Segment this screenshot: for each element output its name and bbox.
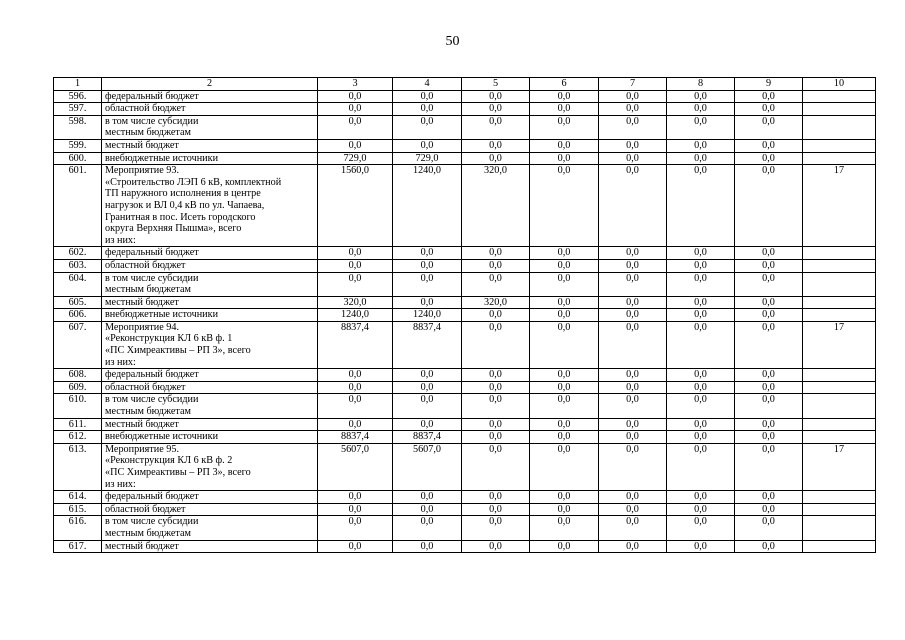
value-cell: 0,0: [667, 247, 735, 260]
value-cell: 0,0: [599, 418, 667, 431]
row-description-cell: внебюджетные источники: [102, 152, 318, 165]
row-number-cell: 596.: [54, 90, 102, 103]
value-cell: 0,0: [599, 139, 667, 152]
value-cell: 0,0: [599, 443, 667, 490]
value-cell: 0,0: [667, 394, 735, 418]
note-cell: [803, 247, 876, 260]
value-cell: 0,0: [735, 272, 803, 296]
value-cell: 8837,4: [393, 321, 462, 368]
value-cell: 0,0: [462, 115, 530, 139]
value-cell: 0,0: [530, 381, 599, 394]
value-cell: 0,0: [599, 369, 667, 382]
note-cell: 17: [803, 165, 876, 247]
value-cell: 0,0: [462, 309, 530, 322]
value-cell: 0,0: [530, 540, 599, 553]
value-cell: 0,0: [667, 540, 735, 553]
value-cell: 0,0: [599, 296, 667, 309]
value-cell: 0,0: [735, 540, 803, 553]
value-cell: 0,0: [735, 259, 803, 272]
table-row: [54, 503, 876, 516]
value-cell: 0,0: [318, 381, 393, 394]
budget-table: [53, 77, 876, 553]
value-cell: 0,0: [667, 443, 735, 490]
row-number-cell: 614.: [54, 491, 102, 504]
value-cell: 0,0: [530, 443, 599, 490]
note-cell: [803, 491, 876, 504]
value-cell: 0,0: [530, 152, 599, 165]
value-cell: 0,0: [667, 503, 735, 516]
header-cell: 10: [803, 78, 876, 91]
value-cell: 0,0: [667, 90, 735, 103]
value-cell: 0,0: [393, 272, 462, 296]
value-cell: 0,0: [667, 418, 735, 431]
value-cell: 0,0: [393, 369, 462, 382]
value-cell: 0,0: [462, 139, 530, 152]
value-cell: 0,0: [318, 369, 393, 382]
header-cell: 7: [599, 78, 667, 91]
value-cell: 0,0: [735, 503, 803, 516]
value-cell: 0,0: [530, 309, 599, 322]
row-number-cell: 603.: [54, 259, 102, 272]
value-cell: 0,0: [735, 516, 803, 540]
value-cell: 0,0: [318, 90, 393, 103]
value-cell: 8837,4: [318, 321, 393, 368]
table-row: [54, 394, 876, 418]
value-cell: 0,0: [599, 103, 667, 116]
value-cell: 0,0: [735, 90, 803, 103]
value-cell: 0,0: [393, 491, 462, 504]
row-number-cell: 609.: [54, 381, 102, 394]
value-cell: 0,0: [667, 139, 735, 152]
table-row: [54, 540, 876, 553]
value-cell: 0,0: [393, 115, 462, 139]
row-number-cell: 617.: [54, 540, 102, 553]
value-cell: 8837,4: [393, 431, 462, 444]
header-cell: 8: [667, 78, 735, 91]
value-cell: 0,0: [667, 165, 735, 247]
value-cell: 0,0: [462, 272, 530, 296]
value-cell: 0,0: [735, 296, 803, 309]
value-cell: 0,0: [462, 103, 530, 116]
value-cell: 0,0: [462, 247, 530, 260]
row-description-cell: в том числе субсидии местным бюджетам: [102, 272, 318, 296]
note-cell: 17: [803, 443, 876, 490]
value-cell: 0,0: [393, 296, 462, 309]
row-number-cell: 606.: [54, 309, 102, 322]
value-cell: 0,0: [667, 516, 735, 540]
value-cell: 0,0: [318, 540, 393, 553]
value-cell: 0,0: [599, 381, 667, 394]
value-cell: 0,0: [599, 115, 667, 139]
value-cell: 0,0: [599, 321, 667, 368]
row-number-cell: 599.: [54, 139, 102, 152]
value-cell: 5607,0: [393, 443, 462, 490]
table-body: [54, 78, 876, 553]
value-cell: 0,0: [318, 503, 393, 516]
value-cell: 0,0: [599, 503, 667, 516]
table-row: [54, 491, 876, 504]
value-cell: 1240,0: [393, 309, 462, 322]
value-cell: 0,0: [318, 259, 393, 272]
value-cell: 0,0: [599, 259, 667, 272]
row-number-cell: 601.: [54, 165, 102, 247]
row-description-cell: федеральный бюджет: [102, 491, 318, 504]
value-cell: 0,0: [462, 491, 530, 504]
value-cell: 0,0: [599, 394, 667, 418]
table-row: [54, 259, 876, 272]
value-cell: 0,0: [735, 165, 803, 247]
row-number-cell: 615.: [54, 503, 102, 516]
value-cell: 0,0: [393, 418, 462, 431]
value-cell: 0,0: [462, 516, 530, 540]
value-cell: 0,0: [462, 503, 530, 516]
value-cell: 0,0: [462, 90, 530, 103]
row-number-cell: 611.: [54, 418, 102, 431]
value-cell: 0,0: [599, 165, 667, 247]
table-row: [54, 272, 876, 296]
value-cell: 0,0: [530, 103, 599, 116]
value-cell: 0,0: [667, 321, 735, 368]
note-cell: [803, 369, 876, 382]
value-cell: 0,0: [530, 139, 599, 152]
row-description-cell: областной бюджет: [102, 103, 318, 116]
table-row: [54, 152, 876, 165]
value-cell: 0,0: [393, 394, 462, 418]
value-cell: 1560,0: [318, 165, 393, 247]
value-cell: 0,0: [599, 309, 667, 322]
row-description-cell: внебюджетные источники: [102, 309, 318, 322]
table-row: [54, 103, 876, 116]
value-cell: 0,0: [530, 321, 599, 368]
value-cell: 0,0: [667, 369, 735, 382]
value-cell: 0,0: [735, 418, 803, 431]
value-cell: 0,0: [735, 381, 803, 394]
value-cell: 0,0: [667, 272, 735, 296]
value-cell: 0,0: [530, 491, 599, 504]
table-row: [54, 443, 876, 490]
row-number-cell: 612.: [54, 431, 102, 444]
value-cell: 0,0: [599, 516, 667, 540]
value-cell: 0,0: [462, 443, 530, 490]
value-cell: 0,0: [599, 90, 667, 103]
value-cell: 0,0: [318, 394, 393, 418]
row-number-cell: 605.: [54, 296, 102, 309]
value-cell: 0,0: [318, 139, 393, 152]
note-cell: [803, 503, 876, 516]
value-cell: 0,0: [599, 272, 667, 296]
note-cell: [803, 103, 876, 116]
note-cell: [803, 139, 876, 152]
value-cell: 0,0: [393, 516, 462, 540]
row-description-cell: в том числе субсидии местным бюджетам: [102, 394, 318, 418]
value-cell: 0,0: [667, 152, 735, 165]
value-cell: 0,0: [530, 272, 599, 296]
note-cell: [803, 152, 876, 165]
value-cell: 0,0: [599, 431, 667, 444]
note-cell: [803, 115, 876, 139]
value-cell: 0,0: [735, 139, 803, 152]
value-cell: 0,0: [735, 247, 803, 260]
value-cell: 0,0: [735, 491, 803, 504]
header-cell: 6: [530, 78, 599, 91]
value-cell: 0,0: [393, 381, 462, 394]
note-cell: [803, 309, 876, 322]
value-cell: 0,0: [318, 491, 393, 504]
header-cell: 5: [462, 78, 530, 91]
note-cell: [803, 272, 876, 296]
row-description-cell: в том числе субсидии местным бюджетам: [102, 516, 318, 540]
value-cell: 0,0: [462, 431, 530, 444]
row-number-cell: 602.: [54, 247, 102, 260]
value-cell: 0,0: [393, 139, 462, 152]
value-cell: 0,0: [667, 259, 735, 272]
value-cell: 1240,0: [318, 309, 393, 322]
value-cell: 0,0: [393, 103, 462, 116]
row-description-cell: местный бюджет: [102, 540, 318, 553]
value-cell: 0,0: [667, 296, 735, 309]
header-cell: 9: [735, 78, 803, 91]
table-row: [54, 115, 876, 139]
value-cell: 0,0: [530, 431, 599, 444]
value-cell: 0,0: [667, 381, 735, 394]
note-cell: [803, 516, 876, 540]
value-cell: 729,0: [393, 152, 462, 165]
note-cell: [803, 90, 876, 103]
value-cell: 0,0: [667, 103, 735, 116]
value-cell: 0,0: [735, 394, 803, 418]
row-number-cell: 607.: [54, 321, 102, 368]
table-row: [54, 296, 876, 309]
row-description-cell: внебюджетные источники: [102, 431, 318, 444]
value-cell: 0,0: [530, 296, 599, 309]
value-cell: 0,0: [735, 103, 803, 116]
value-cell: 0,0: [735, 369, 803, 382]
value-cell: 0,0: [667, 491, 735, 504]
note-cell: [803, 296, 876, 309]
value-cell: 0,0: [318, 103, 393, 116]
note-cell: [803, 381, 876, 394]
value-cell: 0,0: [735, 152, 803, 165]
row-description-cell: областной бюджет: [102, 259, 318, 272]
row-description-cell: областной бюджет: [102, 503, 318, 516]
table-row: [54, 165, 876, 247]
note-cell: [803, 540, 876, 553]
row-number-cell: 616.: [54, 516, 102, 540]
row-number-cell: 604.: [54, 272, 102, 296]
row-number-cell: 597.: [54, 103, 102, 116]
row-description-cell: Мероприятие 94. «Реконструкция КЛ 6 кВ ф. 1 «ПС Химреактивы – РП 3», всего из них:: [102, 321, 318, 368]
row-description-cell: областной бюджет: [102, 381, 318, 394]
note-cell: [803, 431, 876, 444]
table-row: [54, 321, 876, 368]
value-cell: 0,0: [462, 321, 530, 368]
value-cell: 0,0: [393, 503, 462, 516]
value-cell: 0,0: [318, 516, 393, 540]
table-row: [54, 247, 876, 260]
value-cell: 0,0: [599, 540, 667, 553]
value-cell: 0,0: [530, 165, 599, 247]
value-cell: 0,0: [530, 247, 599, 260]
value-cell: 320,0: [318, 296, 393, 309]
value-cell: 320,0: [462, 296, 530, 309]
value-cell: 0,0: [318, 247, 393, 260]
note-cell: [803, 418, 876, 431]
value-cell: 0,0: [462, 394, 530, 418]
value-cell: 0,0: [735, 115, 803, 139]
table-row: [54, 139, 876, 152]
value-cell: 0,0: [393, 90, 462, 103]
page-number: 50: [445, 34, 460, 49]
value-cell: 0,0: [599, 152, 667, 165]
row-number-cell: 613.: [54, 443, 102, 490]
row-number-cell: 600.: [54, 152, 102, 165]
value-cell: 0,0: [599, 247, 667, 260]
row-number-cell: 598.: [54, 115, 102, 139]
value-cell: 0,0: [318, 272, 393, 296]
value-cell: 0,0: [462, 369, 530, 382]
value-cell: 0,0: [462, 418, 530, 431]
value-cell: 0,0: [667, 309, 735, 322]
value-cell: 0,0: [667, 431, 735, 444]
value-cell: 0,0: [530, 394, 599, 418]
value-cell: 0,0: [735, 321, 803, 368]
row-description-cell: Мероприятие 95. «Реконструкция КЛ 6 кВ ф. 2 «ПС Химреактивы – РП 3», всего из них:: [102, 443, 318, 490]
table-row: [54, 381, 876, 394]
value-cell: 0,0: [735, 309, 803, 322]
value-cell: 1240,0: [393, 165, 462, 247]
header-cell: 3: [318, 78, 393, 91]
row-description-cell: Мероприятие 93. «Строительство ЛЭП 6 кВ, комплектной ТП наружного исполнения в центре нагрузок и ВЛ 0,4 кВ по ул. Чапаева, Гранитная в пос. Исеть городского округа Верхняя Пышма», всего из них:: [102, 165, 318, 247]
header-cell: 1: [54, 78, 102, 91]
value-cell: 0,0: [318, 115, 393, 139]
row-number-cell: 610.: [54, 394, 102, 418]
row-description-cell: местный бюджет: [102, 139, 318, 152]
value-cell: 8837,4: [318, 431, 393, 444]
table-row: [54, 418, 876, 431]
value-cell: 0,0: [393, 540, 462, 553]
header-cell: 4: [393, 78, 462, 91]
row-number-cell: 608.: [54, 369, 102, 382]
row-description-cell: местный бюджет: [102, 418, 318, 431]
row-description-cell: федеральный бюджет: [102, 369, 318, 382]
row-description-cell: местный бюджет: [102, 296, 318, 309]
value-cell: 0,0: [393, 259, 462, 272]
value-cell: 0,0: [530, 369, 599, 382]
value-cell: 0,0: [599, 491, 667, 504]
value-cell: 0,0: [530, 503, 599, 516]
row-description-cell: в том числе субсидии местным бюджетам: [102, 115, 318, 139]
value-cell: 0,0: [530, 516, 599, 540]
table-row: [54, 516, 876, 540]
value-cell: 0,0: [530, 115, 599, 139]
value-cell: 0,0: [530, 259, 599, 272]
value-cell: 0,0: [318, 418, 393, 431]
value-cell: 0,0: [530, 90, 599, 103]
row-description-cell: федеральный бюджет: [102, 90, 318, 103]
value-cell: 5607,0: [318, 443, 393, 490]
value-cell: 0,0: [462, 381, 530, 394]
value-cell: 0,0: [530, 418, 599, 431]
note-cell: [803, 259, 876, 272]
value-cell: 0,0: [735, 431, 803, 444]
value-cell: 0,0: [393, 247, 462, 260]
table-row: [54, 369, 876, 382]
value-cell: 0,0: [735, 443, 803, 490]
note-cell: [803, 394, 876, 418]
row-description-cell: федеральный бюджет: [102, 247, 318, 260]
value-cell: 0,0: [462, 540, 530, 553]
header-cell: 2: [102, 78, 318, 91]
table-header-row: [54, 78, 876, 91]
value-cell: 729,0: [318, 152, 393, 165]
value-cell: 320,0: [462, 165, 530, 247]
note-cell: 17: [803, 321, 876, 368]
value-cell: 0,0: [667, 115, 735, 139]
value-cell: 0,0: [462, 152, 530, 165]
value-cell: 0,0: [462, 259, 530, 272]
table-row: [54, 90, 876, 103]
table-row: [54, 431, 876, 444]
table-row: [54, 309, 876, 322]
